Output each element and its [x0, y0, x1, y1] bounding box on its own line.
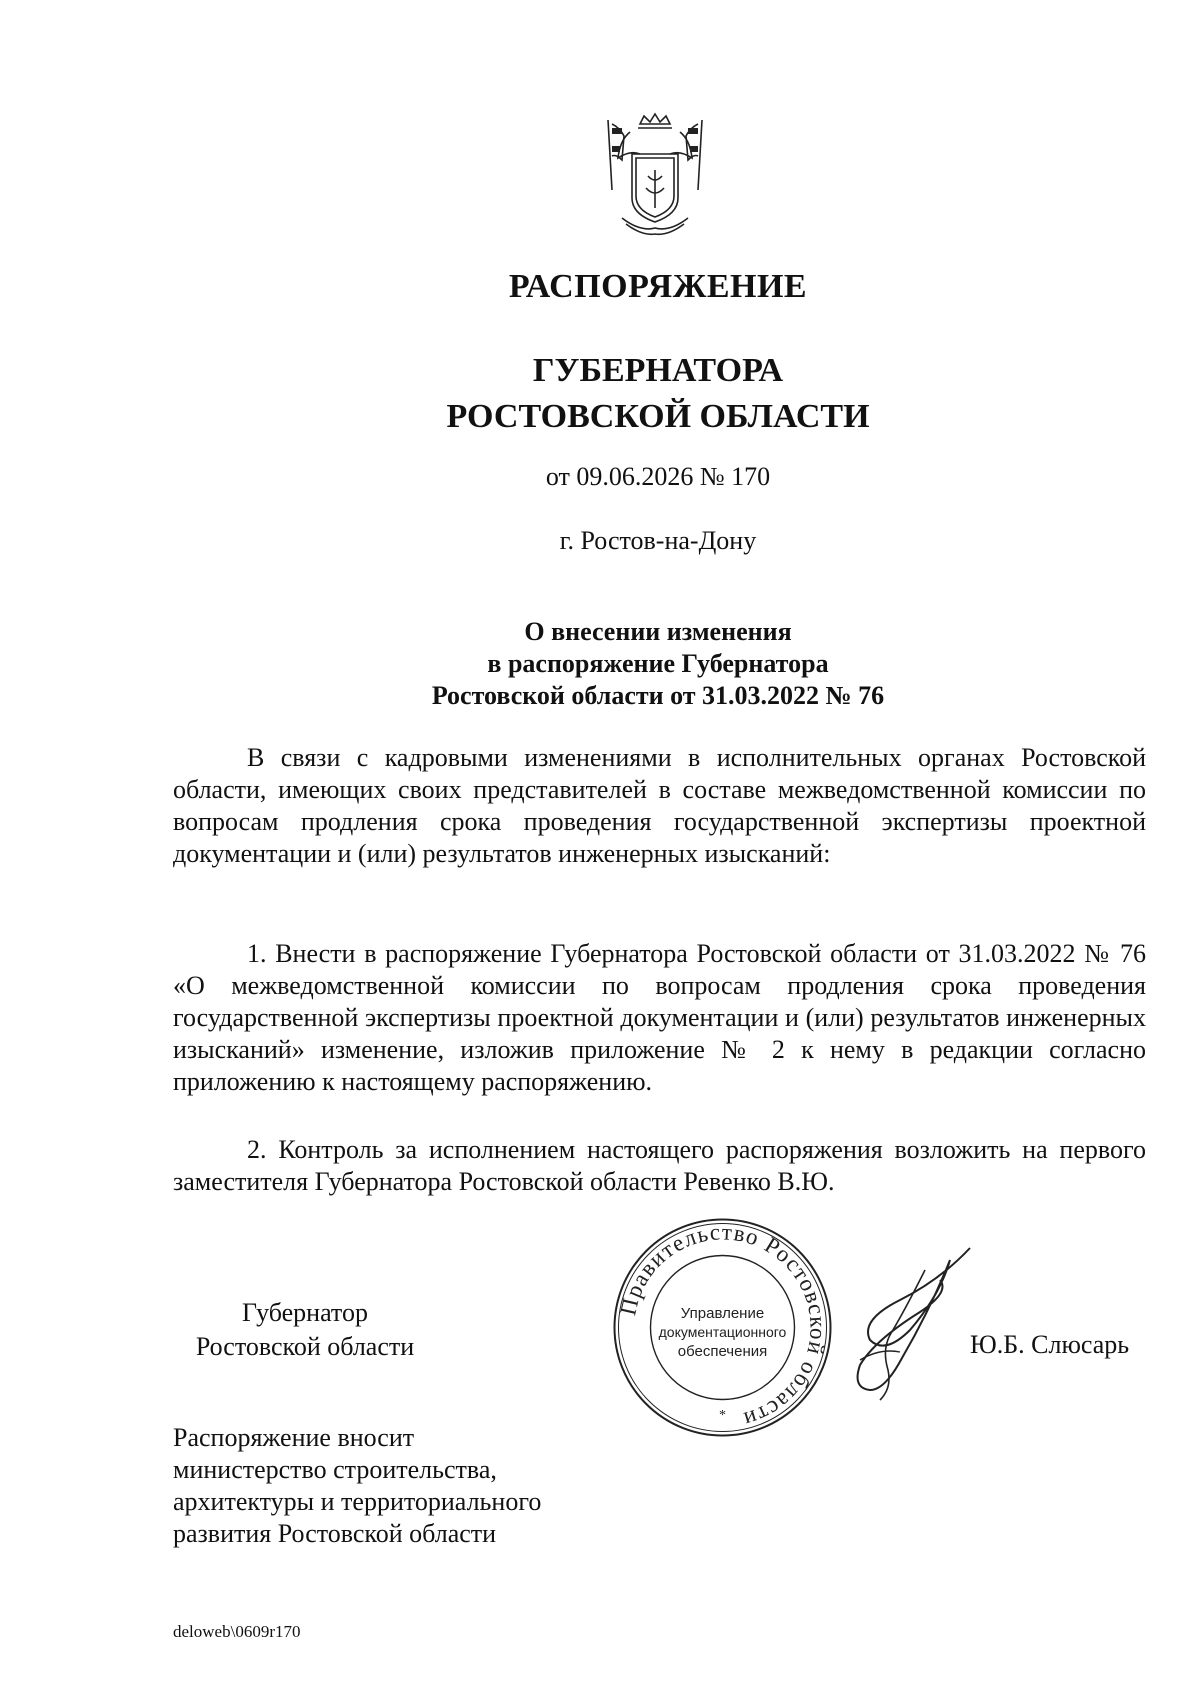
date-number-line: от 09.06.2026 № 170	[545, 462, 771, 491]
stamp-inner-line-3: обеспечения	[677, 1343, 768, 1360]
signatory-position-line-2: Ростовской области	[195, 1332, 415, 1361]
item-1-paragraph: 1. Внести в распоряжение Губернатора Ростовской области от 31.03.2022 № 76 «О межведомственной комиссии по вопросам продления срока проведения государственной экспертизы проектной документации и (или) результатов инженерных изысканий» изменение, изложив приложение № 2 к нему в редакции согласно приложению к настоящему распоряжению.	[173, 939, 1146, 1096]
submission-note-line-2: министерство строительства,	[173, 1455, 497, 1484]
issuer-heading	[0, 348, 1200, 440]
subject-heading	[0, 616, 1200, 712]
submission-note-line-1: Распоряжение вносит	[173, 1423, 415, 1452]
subject-line-3: Ростовской области от 31.03.2022 № 76	[431, 681, 885, 710]
submission-note-line-4: развития Ростовской области	[173, 1519, 497, 1548]
subject-line-2: в распоряжение Губернатора	[487, 649, 829, 678]
coat-of-arms-emblem	[600, 110, 710, 240]
signatory-position	[175, 1296, 435, 1364]
handwritten-signature	[830, 1240, 980, 1410]
official-stamp	[610, 1215, 835, 1440]
submission-note-line-3: архитектуры и территориального	[173, 1487, 542, 1516]
file-reference: deloweb\0609r170	[173, 1622, 301, 1641]
issuer-line-2: РОСТОВСКОЙ ОБЛАСТИ	[446, 398, 870, 435]
stamp-inner-line-1: Управление	[680, 1305, 765, 1322]
item-2-paragraph: 2. Контроль за исполнением настоящего распоряжения возложить на первого заместителя Губернатора Ростовской области Ревенко В.Ю.	[173, 1135, 1146, 1196]
city-line: г. Ростов-на-Дону	[559, 526, 757, 555]
stamp-inner-line-2: документационного	[658, 1324, 787, 1340]
preamble-paragraph: В связи с кадровыми изменениями в исполнительных органах Ростовской области, имеющих своих представителей в составе межведомственной комиссии по вопросам продления срока проведения государственной экспертизы проектной документации и (или) результатов инженерных изысканий:	[173, 743, 1146, 868]
issuer-line-1: ГУБЕРНАТОРА	[532, 352, 784, 389]
document-type-heading: РАСПОРЯЖЕНИЕ	[508, 268, 808, 305]
stamp-star-icon: *	[719, 1408, 726, 1423]
stamp-ring-text: Правительство Ростовской области	[615, 1219, 831, 1433]
signatory-position-line-1: Губернатор	[242, 1298, 368, 1327]
submission-note	[173, 1422, 541, 1550]
subject-line-1: О внесении изменения	[524, 617, 792, 646]
signatory-name: Ю.Б. Слюсарь	[970, 1330, 1130, 1359]
